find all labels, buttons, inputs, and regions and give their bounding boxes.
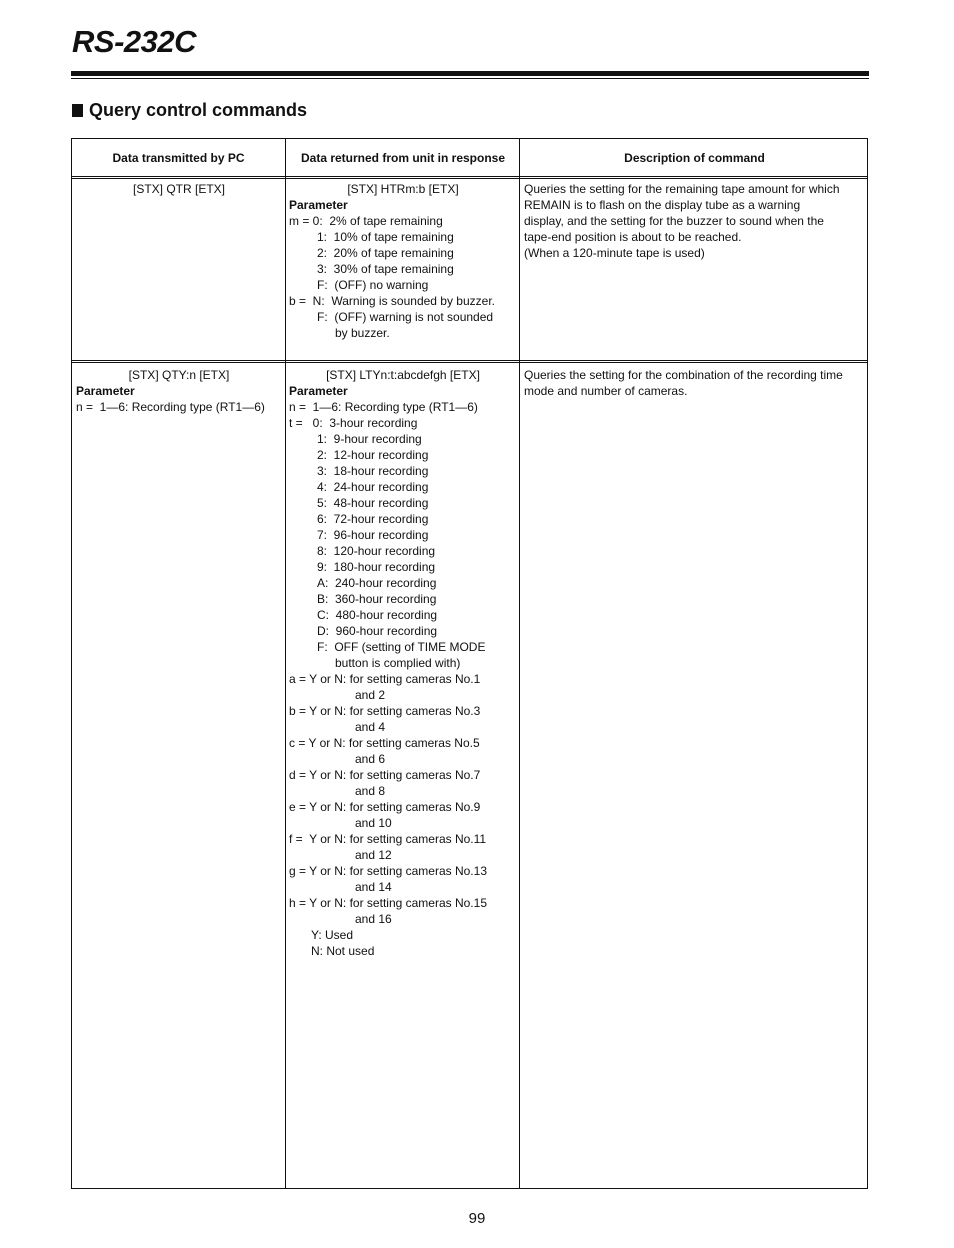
param-line: 1: 9-hour recording [317,432,422,446]
header-divider [72,176,867,177]
pc-command: [STX] QTY:n [ETX] [128,368,230,382]
column-header-pc: Data transmitted by PC [112,150,245,165]
param-line: n = 1—6: Recording type (RT1—6) [76,400,265,414]
param-line: by buzzer. [335,326,390,340]
param-line: b = N: Warning is sounded by buzzer. [289,294,495,308]
row1-response-cell [289,181,517,341]
param-line: 3: 30% of tape remaining [317,262,454,276]
parameter-label: Parameter [289,198,348,212]
camera-line: and 8 [355,784,386,798]
param-line: button is complied with) [335,656,461,670]
param-line: 8: 120-hour recording [317,544,436,558]
camera-line: and 2 [355,688,386,702]
param-line: 9: 180-hour recording [317,560,436,574]
column-header-description: Description of command [624,150,765,165]
row-divider [72,360,867,361]
query-commands-table [71,138,868,1189]
param-line: 3: 18-hour recording [317,464,429,478]
param-line: 2: 20% of tape remaining [317,246,454,260]
description-line: display, and the setting for the buzzer to sound when the [524,214,824,228]
param-line: m = 0: 2% of tape remaining [289,214,443,228]
camera-line: and 6 [355,752,386,766]
row2-description-cell [524,367,866,399]
camera-line: d = Y or N: for setting cameras No.7 [289,768,481,782]
param-line: 5: 48-hour recording [317,496,429,510]
camera-line: and 4 [355,720,386,734]
row1-description-cell [524,181,866,261]
description-line: (When a 120-minute tape is used) [524,246,705,260]
camera-line: c = Y or N: for setting cameras No.5 [289,736,480,750]
column-header-response: Data returned from unit in response [300,150,506,165]
row1-pc-cell [76,181,282,197]
camera-line: h = Y or N: for setting cameras No.15 [289,896,487,910]
parameter-label: Parameter [289,384,348,398]
camera-line: and 16 [355,912,392,926]
param-line: A: 240-hour recording [317,576,437,590]
response-command: [STX] LTYn:t:abcdefgh [ETX] [326,368,480,382]
param-line: D: 960-hour recording [317,624,438,638]
description-line: Queries the setting for the combination of the recording time [524,368,843,382]
column-divider [519,139,520,1188]
header-divider [72,178,867,179]
pc-command: [STX] QTR [ETX] [132,182,225,196]
square-bullet-icon [72,104,83,117]
param-line: t = 0: 3-hour recording [289,416,418,430]
description-line: tape-end position is about to be reached. [524,230,742,244]
camera-line: and 10 [355,816,392,830]
camera-line: and 14 [355,880,392,894]
page-number: 99 [468,1210,486,1227]
row2-pc-cell [76,367,282,415]
camera-line: a = Y or N: for setting cameras No.1 [289,672,481,686]
param-line: 2: 12-hour recording [317,448,429,462]
camera-line: f = Y or N: for setting cameras No.11 [289,832,487,846]
legend-line: Y: Used [311,928,354,942]
row-divider [72,362,867,363]
param-line: n = 1—6: Recording type (RT1—6) [289,400,478,414]
param-line: 1: 10% of tape remaining [317,230,454,244]
camera-line: e = Y or N: for setting cameras No.9 [289,800,481,814]
description-line: REMAIN is to flash on the display tube as a warning [524,198,801,212]
column-divider [285,139,286,1188]
section-heading-text: Query control commands [89,100,308,120]
camera-line: b = Y or N: for setting cameras No.3 [289,704,481,718]
description-line: Queries the setting for the remaining tape amount for which [524,182,840,196]
page-title: RS-232C [72,24,196,59]
camera-line: and 12 [355,848,392,862]
param-line: F: (OFF) warning is not sounded [317,310,494,324]
parameter-label: Parameter [76,384,135,398]
param-line: F: OFF (setting of TIME MODE [317,640,486,654]
section-heading [72,100,307,121]
param-line: 4: 24-hour recording [317,480,429,494]
legend-line: N: Not used [311,944,375,958]
header-rule-thick [71,71,869,76]
param-line: F: (OFF) no warning [317,278,429,292]
param-line: B: 360-hour recording [317,592,437,606]
param-line: 7: 96-hour recording [317,528,429,542]
param-line: C: 480-hour recording [317,608,438,622]
response-command: [STX] HTRm:b [ETX] [347,182,459,196]
description-line: mode and number of cameras. [524,384,688,398]
header-rule-thin [71,78,869,79]
row2-response-cell [289,367,517,959]
param-line: 6: 72-hour recording [317,512,429,526]
camera-line: g = Y or N: for setting cameras No.13 [289,864,487,878]
